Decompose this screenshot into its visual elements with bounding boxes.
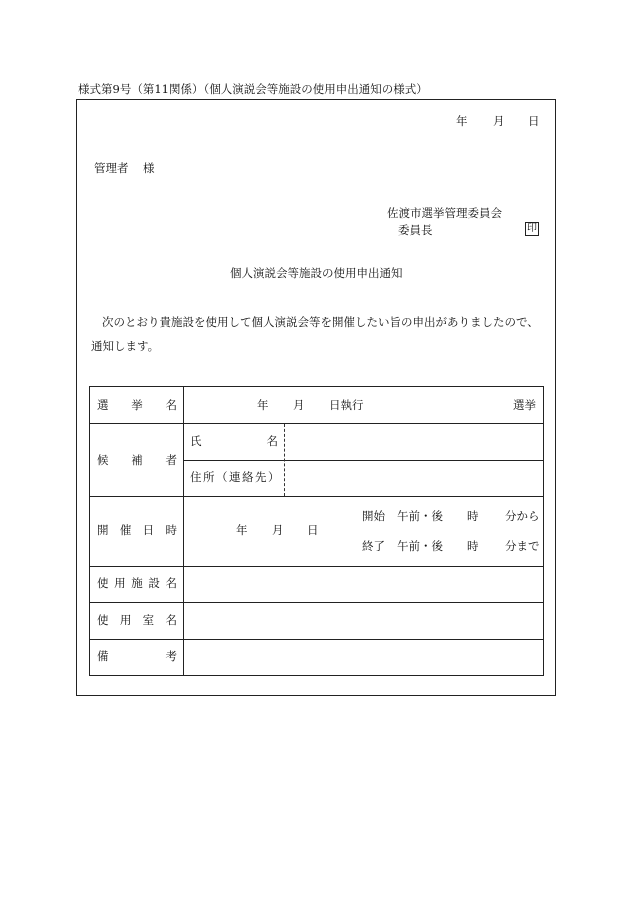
start-minute-label: 分から bbox=[505, 509, 540, 523]
label-char: 室 bbox=[142, 613, 155, 627]
table-rule bbox=[89, 602, 544, 603]
label-char: 使 bbox=[97, 576, 109, 590]
election-month-label: 月 bbox=[293, 398, 305, 412]
election-day-held-label: 日執行 bbox=[329, 398, 364, 412]
end-ampm-label: 午前・後 bbox=[397, 539, 443, 553]
date-day-label: 日 bbox=[528, 114, 540, 128]
end-label: 終了 bbox=[362, 539, 385, 553]
end-minute-label: 分まで bbox=[505, 539, 540, 553]
label-facility-name bbox=[97, 578, 177, 590]
table-rule-bottom bbox=[89, 675, 544, 676]
table-rule-left bbox=[89, 386, 90, 676]
start-ampm-label: 午前・後 bbox=[397, 509, 443, 523]
label-char: 名 bbox=[165, 576, 177, 590]
label-char: 者 bbox=[165, 453, 177, 467]
date-year-label: 年 bbox=[456, 114, 468, 128]
label-char: 用 bbox=[119, 613, 132, 627]
label-event-datetime bbox=[97, 525, 177, 537]
body-line-1: 次のとおり貴施設を使用して個人演説会等を開催したい旨の申出がありましたので、 bbox=[102, 315, 539, 329]
label-char: 名 bbox=[165, 613, 177, 627]
start-hour-label: 時 bbox=[467, 509, 479, 523]
label-char: 氏 bbox=[190, 434, 202, 448]
label-char: 挙 bbox=[131, 398, 143, 412]
table-rule bbox=[89, 639, 544, 640]
table-rule-label-divider bbox=[183, 386, 184, 676]
sender-organization: 佐渡市選挙管理委員会 bbox=[387, 206, 502, 220]
body-line-2: 通知します。 bbox=[91, 339, 160, 353]
label-char: 施 bbox=[131, 576, 143, 590]
event-year-label: 年 bbox=[236, 523, 248, 537]
start-label: 開始 bbox=[362, 509, 385, 523]
label-char: 催 bbox=[119, 523, 132, 537]
label-char: 用 bbox=[114, 576, 126, 590]
candidate-address-label: 住所（連絡先） bbox=[190, 470, 281, 484]
label-char: 名 bbox=[266, 434, 278, 448]
label-room-name bbox=[97, 615, 177, 627]
label-char: 開 bbox=[97, 523, 109, 537]
label-candidate bbox=[97, 455, 177, 467]
label-election-name bbox=[97, 400, 177, 412]
addressee-name: 管理者 bbox=[94, 161, 129, 175]
label-char: 使 bbox=[97, 613, 109, 627]
table-rule bbox=[89, 566, 544, 567]
event-day-label: 日 bbox=[307, 523, 319, 537]
label-char: 選 bbox=[97, 398, 109, 412]
label-char: 時 bbox=[165, 523, 177, 537]
label-char: 名 bbox=[165, 398, 177, 412]
form-caption: 様式第9号（第11関係）（個人演説会等施設の使用申出通知の様式） bbox=[78, 82, 428, 96]
form-frame bbox=[76, 99, 556, 696]
seal-mark: 印 bbox=[527, 223, 537, 234]
table-rule bbox=[89, 496, 544, 497]
table-rule-right bbox=[543, 386, 544, 676]
label-char: 日 bbox=[142, 523, 155, 537]
election-year-label: 年 bbox=[257, 398, 269, 412]
date-month-label: 月 bbox=[493, 114, 505, 128]
sender-title: 委員長 bbox=[398, 223, 433, 237]
election-suffix-label: 選挙 bbox=[513, 398, 536, 412]
addressee-honorific: 様 bbox=[143, 161, 155, 175]
label-char: 設 bbox=[148, 576, 160, 590]
label-char: 補 bbox=[131, 453, 143, 467]
table-rule-top bbox=[89, 386, 544, 387]
event-month-label: 月 bbox=[272, 523, 284, 537]
label-remarks bbox=[97, 651, 177, 663]
end-hour-label: 時 bbox=[467, 539, 479, 553]
table-rule bbox=[89, 423, 544, 424]
candidate-dashed-divider bbox=[284, 424, 285, 496]
label-char: 候 bbox=[97, 453, 109, 467]
table-rule bbox=[183, 460, 544, 461]
candidate-name-label bbox=[190, 436, 278, 448]
label-char: 考 bbox=[165, 649, 177, 663]
document-title: 個人演説会等施設の使用申出通知 bbox=[230, 266, 403, 280]
label-char: 備 bbox=[97, 649, 109, 663]
